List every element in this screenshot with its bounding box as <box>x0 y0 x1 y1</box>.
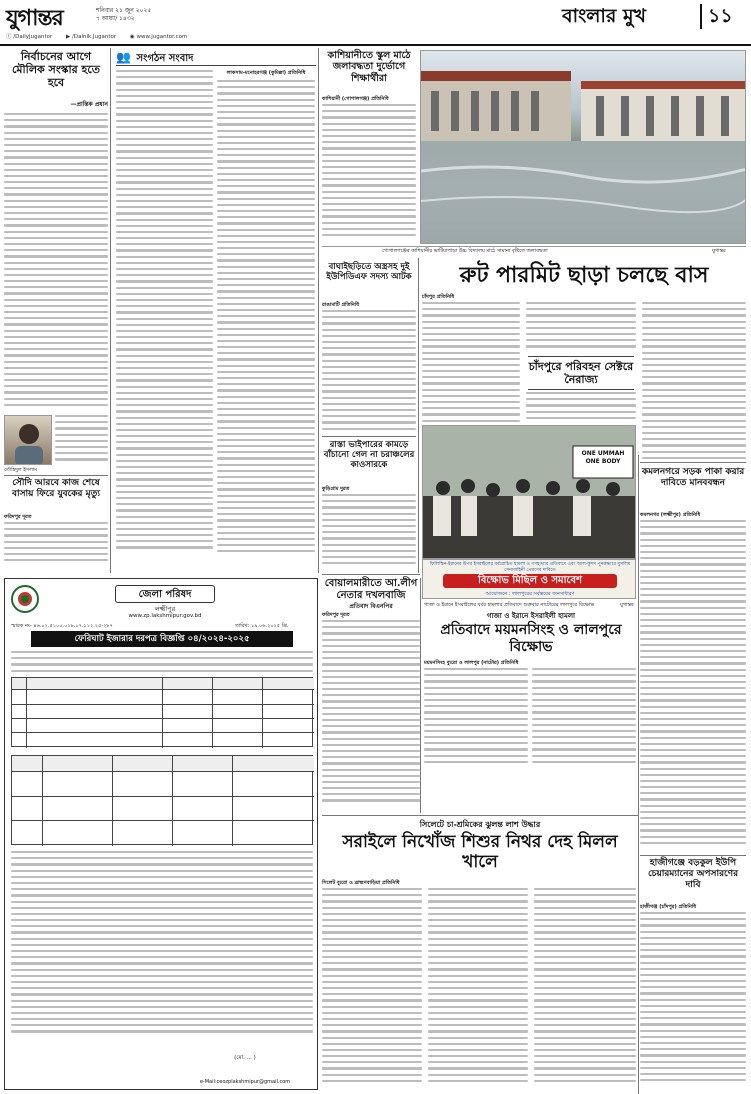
column-divider <box>110 48 111 573</box>
social-links <box>6 34 199 41</box>
tender-header: জেলা পরিষদ <box>115 585 215 603</box>
col-line <box>212 678 213 748</box>
kashiani-body <box>322 104 416 244</box>
tender-email[interactable]: e-Mail:ceozplakshmipur@gmail.com <box>199 1079 291 1085</box>
tender-conditions <box>11 851 313 1051</box>
lead-headline[interactable]: রুট পারমিট ছাড়া চলছে বাস <box>459 262 709 288</box>
kashiani-reporter: কাশিয়ানী (গোপালগঞ্জ) প্রতিনিধি <box>322 96 389 102</box>
org-news-header <box>116 50 316 66</box>
col1-headline[interactable]: নির্বাচনের আগে মৌলিক সংস্কার হতে হবে <box>11 50 101 90</box>
flooded-school-image <box>421 51 746 244</box>
col1-story2-headline[interactable]: সৌদি আরবে কাজ শেষে বাসায় ফিরে যুবকের মৃত্যু <box>11 478 100 499</box>
org-news-col-a <box>116 70 213 570</box>
tender-title: ফেরিঘাট ইজারার দরপত্র বিজ্ঞপ্তি ০৪/২০২৪-২০২৫ <box>31 631 293 647</box>
lead-body-d <box>642 302 746 462</box>
baghaichari-reporter: রাঙামাটি প্রতিনিধি <box>322 302 360 308</box>
tender-intro <box>11 651 313 675</box>
road-headline[interactable]: কমলনগরে সড়ক পাকা করার দাবিতে মানববন্ধন <box>641 467 745 489</box>
snakebite-reporter: কুড়িগ্রাম দুরত <box>322 486 350 492</box>
col1-story2-body <box>4 522 108 567</box>
column-divider <box>638 455 639 1094</box>
column-divider <box>420 578 421 813</box>
sylhet-kicker: সিলেটে চা-শ্রমিকের ঝুলন্ত লাশ উদ্ধার <box>419 820 541 829</box>
tender-notice-ad <box>4 578 318 1090</box>
baghaichari-body <box>322 310 416 435</box>
section-title: বাংলার মুখ <box>562 5 647 27</box>
row-line <box>12 820 314 821</box>
divider <box>640 462 746 463</box>
tender-table-2 <box>11 755 313 845</box>
gaza-body-b <box>532 668 636 768</box>
row-line <box>12 718 314 719</box>
boalmari-headline[interactable]: বোয়ালমারীতে আ.লীগ নেতার দখলবাজি <box>324 578 418 601</box>
government-seal-icon <box>11 585 39 613</box>
divider <box>322 574 420 575</box>
row-line <box>12 796 314 797</box>
hajiganj-headline[interactable]: হাজীগঞ্জে বড়কুল ইউপি চেয়ারম্যানের অপসারণের দাবি <box>647 858 739 890</box>
date-gregorian: শনিবার ২১ জুন ২০২৫ <box>96 7 152 14</box>
lead-body-c <box>526 392 636 422</box>
col-line <box>172 756 173 846</box>
top-photo-caption: গোপালগঞ্জের কাশিয়ানীর ভাটিয়াপাড়া উচ্চ বিদ্যালয় মাঠে সামান্য বৃষ্টিতে জলাবদ্ধতা <box>382 248 548 254</box>
col1-byline: —প্রান্তিক প্রধান <box>70 101 108 108</box>
rally-banner <box>422 559 636 599</box>
facebook-link[interactable]: ⓕ /DailyJugantor <box>6 34 53 40</box>
column-divider <box>418 258 419 573</box>
row-line <box>12 732 314 733</box>
boalmari-reporter: ফরিদপুর দূরত <box>322 612 350 618</box>
sylhet-body-b <box>428 888 528 1088</box>
protest-crowd-image <box>423 426 636 559</box>
table-header-row <box>12 678 314 690</box>
gaza-body-a <box>424 668 528 768</box>
org-news-icon: 👥 <box>116 50 131 64</box>
road-body <box>640 520 746 850</box>
divider <box>322 436 416 437</box>
tender-table-1 <box>11 677 313 747</box>
top-photo-caption-bar <box>322 246 746 256</box>
table-header-row <box>12 756 314 772</box>
boalmari-sub: প্রতিবাদ বিএনপির <box>349 603 393 610</box>
rally-caption: গাজা ও ইরানে ইসরাইলের বর্বর হামলার প্রতিবাদে শুক্রবার নাটোরের লালপুরে বিক্ষোভ <box>424 602 595 608</box>
website-link[interactable]: ◉ www.jugantor.com <box>129 34 188 40</box>
tender-signer: (মো. ... ) <box>234 1055 256 1061</box>
column-divider <box>318 48 319 573</box>
hajiganj-reporter: হাজীগঞ্জ (চাঁদপুর) প্রতিনিধি <box>640 904 697 910</box>
col1-body-2 <box>55 415 108 467</box>
gaza-kicker: গাজা ও ইরানে ইসরাইলী হামলা <box>486 612 576 620</box>
masthead-rule <box>0 44 751 46</box>
col-line <box>232 756 233 846</box>
col-line <box>26 678 27 748</box>
sylhet-body-c <box>534 888 636 1088</box>
dateline <box>96 7 151 23</box>
lead-pullquote: চাঁদপুরে পরিবহন সেক্টরে নৈরাজ্য <box>528 356 634 390</box>
org-sub1: লাকসাম-মনোহরগঞ্জ (কুমিল্লা) প্রতিনিধি <box>226 70 306 76</box>
tender-memo: স্মারক নং- ৪৬.০২.৫১০০.০১৮.০৭.১১২.২৫-২৮৭ <box>11 623 113 629</box>
rally-banner-main: বিক্ষোভ মিছিল ও সমাবেশ <box>443 574 617 588</box>
col1-body <box>4 113 108 413</box>
col-line <box>112 756 113 846</box>
tender-website[interactable]: www.zp.lakshmipur.gov.bd <box>128 613 202 619</box>
col1-photo-caption: তৌহিদুল ইসলাম <box>4 467 38 473</box>
col-line <box>42 756 43 846</box>
kashiani-headline[interactable]: কাশিয়ানীতে স্কুল মাঠে জলাবদ্ধতা দুর্ভোগে শিক্ষার্থীরা <box>327 50 411 84</box>
col-line <box>262 678 263 748</box>
snakebite-body <box>322 494 416 570</box>
col-line <box>162 678 163 748</box>
rally-banner-bottom: আয়োজনে : লালপুরের সর্বস্তরের জনসাধারণ <box>485 591 575 597</box>
tender-date: তারিখ: ১৯.০৬.২০২৫ খ্রি. <box>235 623 289 629</box>
sylhet-headline[interactable]: সরাইলে নিখোঁজ শিশুর নিথর দেহ মিলল খালে <box>342 832 618 873</box>
youtube-link[interactable]: ▶ /Dainik.Jugantor <box>66 34 117 40</box>
rally-banner-top: ফিলিস্তিন-ইরানের উপর ইসরাইলের বর্বরোচিত হামলা ও গণহত্যার প্রতিবাদে এবং আল-কুদস পুনরুদ্ধারে মুসলিম সেনাবাহিনী প্রেরণের দাবিতে <box>429 562 631 573</box>
divider <box>4 475 108 476</box>
person-photo-icon <box>5 416 52 465</box>
rally-placard: ONE UMMAH ONE BODY <box>581 450 625 465</box>
hajiganj-body <box>640 912 746 1090</box>
org-news-title: সংগঠন সংবাদ <box>136 53 194 64</box>
sylhet-body-a <box>322 888 422 1088</box>
baghaichari-headline[interactable]: বাঘাইছড়িতে অস্ত্রসহ দুই ইউপিডিএফ সদস্য আটক <box>326 262 412 283</box>
divider <box>640 855 746 856</box>
sylhet-reporter: সিলেট ব্যুরো ও ব্রাহ্মণবাড়িয়া প্রতিনিধি <box>322 880 400 886</box>
rally-credit: যুগান্তর <box>620 602 634 608</box>
page-number: ১১ <box>700 4 733 29</box>
rally-photo <box>422 425 636 559</box>
org-news-col-b <box>217 80 315 570</box>
lead-body-b <box>526 302 636 352</box>
date-bangla: ৭ আষাঢ় ১৪৩২ <box>96 15 135 23</box>
road-reporter: কমলনগর (লক্ষ্মীপুর) প্রতিনিধি <box>640 512 701 518</box>
col1-portrait <box>4 415 52 465</box>
flooded-field-photo <box>420 50 746 244</box>
newspaper-logo[interactable]: যুগান্তর <box>6 5 63 31</box>
row-line <box>12 704 314 705</box>
lead-body-a <box>422 302 520 422</box>
boalmari-body <box>322 620 420 810</box>
snakebite-headline[interactable]: রাস্তা ভাইপারের কামড়ে বাঁচানো গেল না চরাঞ্চলের কাওসারকে <box>323 440 415 471</box>
top-photo-credit: যুগান্তর <box>712 248 726 254</box>
tender-district: লক্ষ্মীপুর <box>154 605 176 613</box>
lead-reporter: চাঁদপুর প্রতিনিধি <box>422 294 455 300</box>
gaza-reporter: ময়মনসিংহ ব্যুরো ও লালপুর (নাটোর) প্রতিনিধি <box>424 660 519 666</box>
divider <box>322 815 638 816</box>
col1-story2-reporter: ফরিদপুর দূরত <box>4 514 32 520</box>
gaza-headline[interactable]: প্রতিবাদে ময়মনসিংহ ও লালপুরে বিক্ষোভ <box>440 622 622 655</box>
